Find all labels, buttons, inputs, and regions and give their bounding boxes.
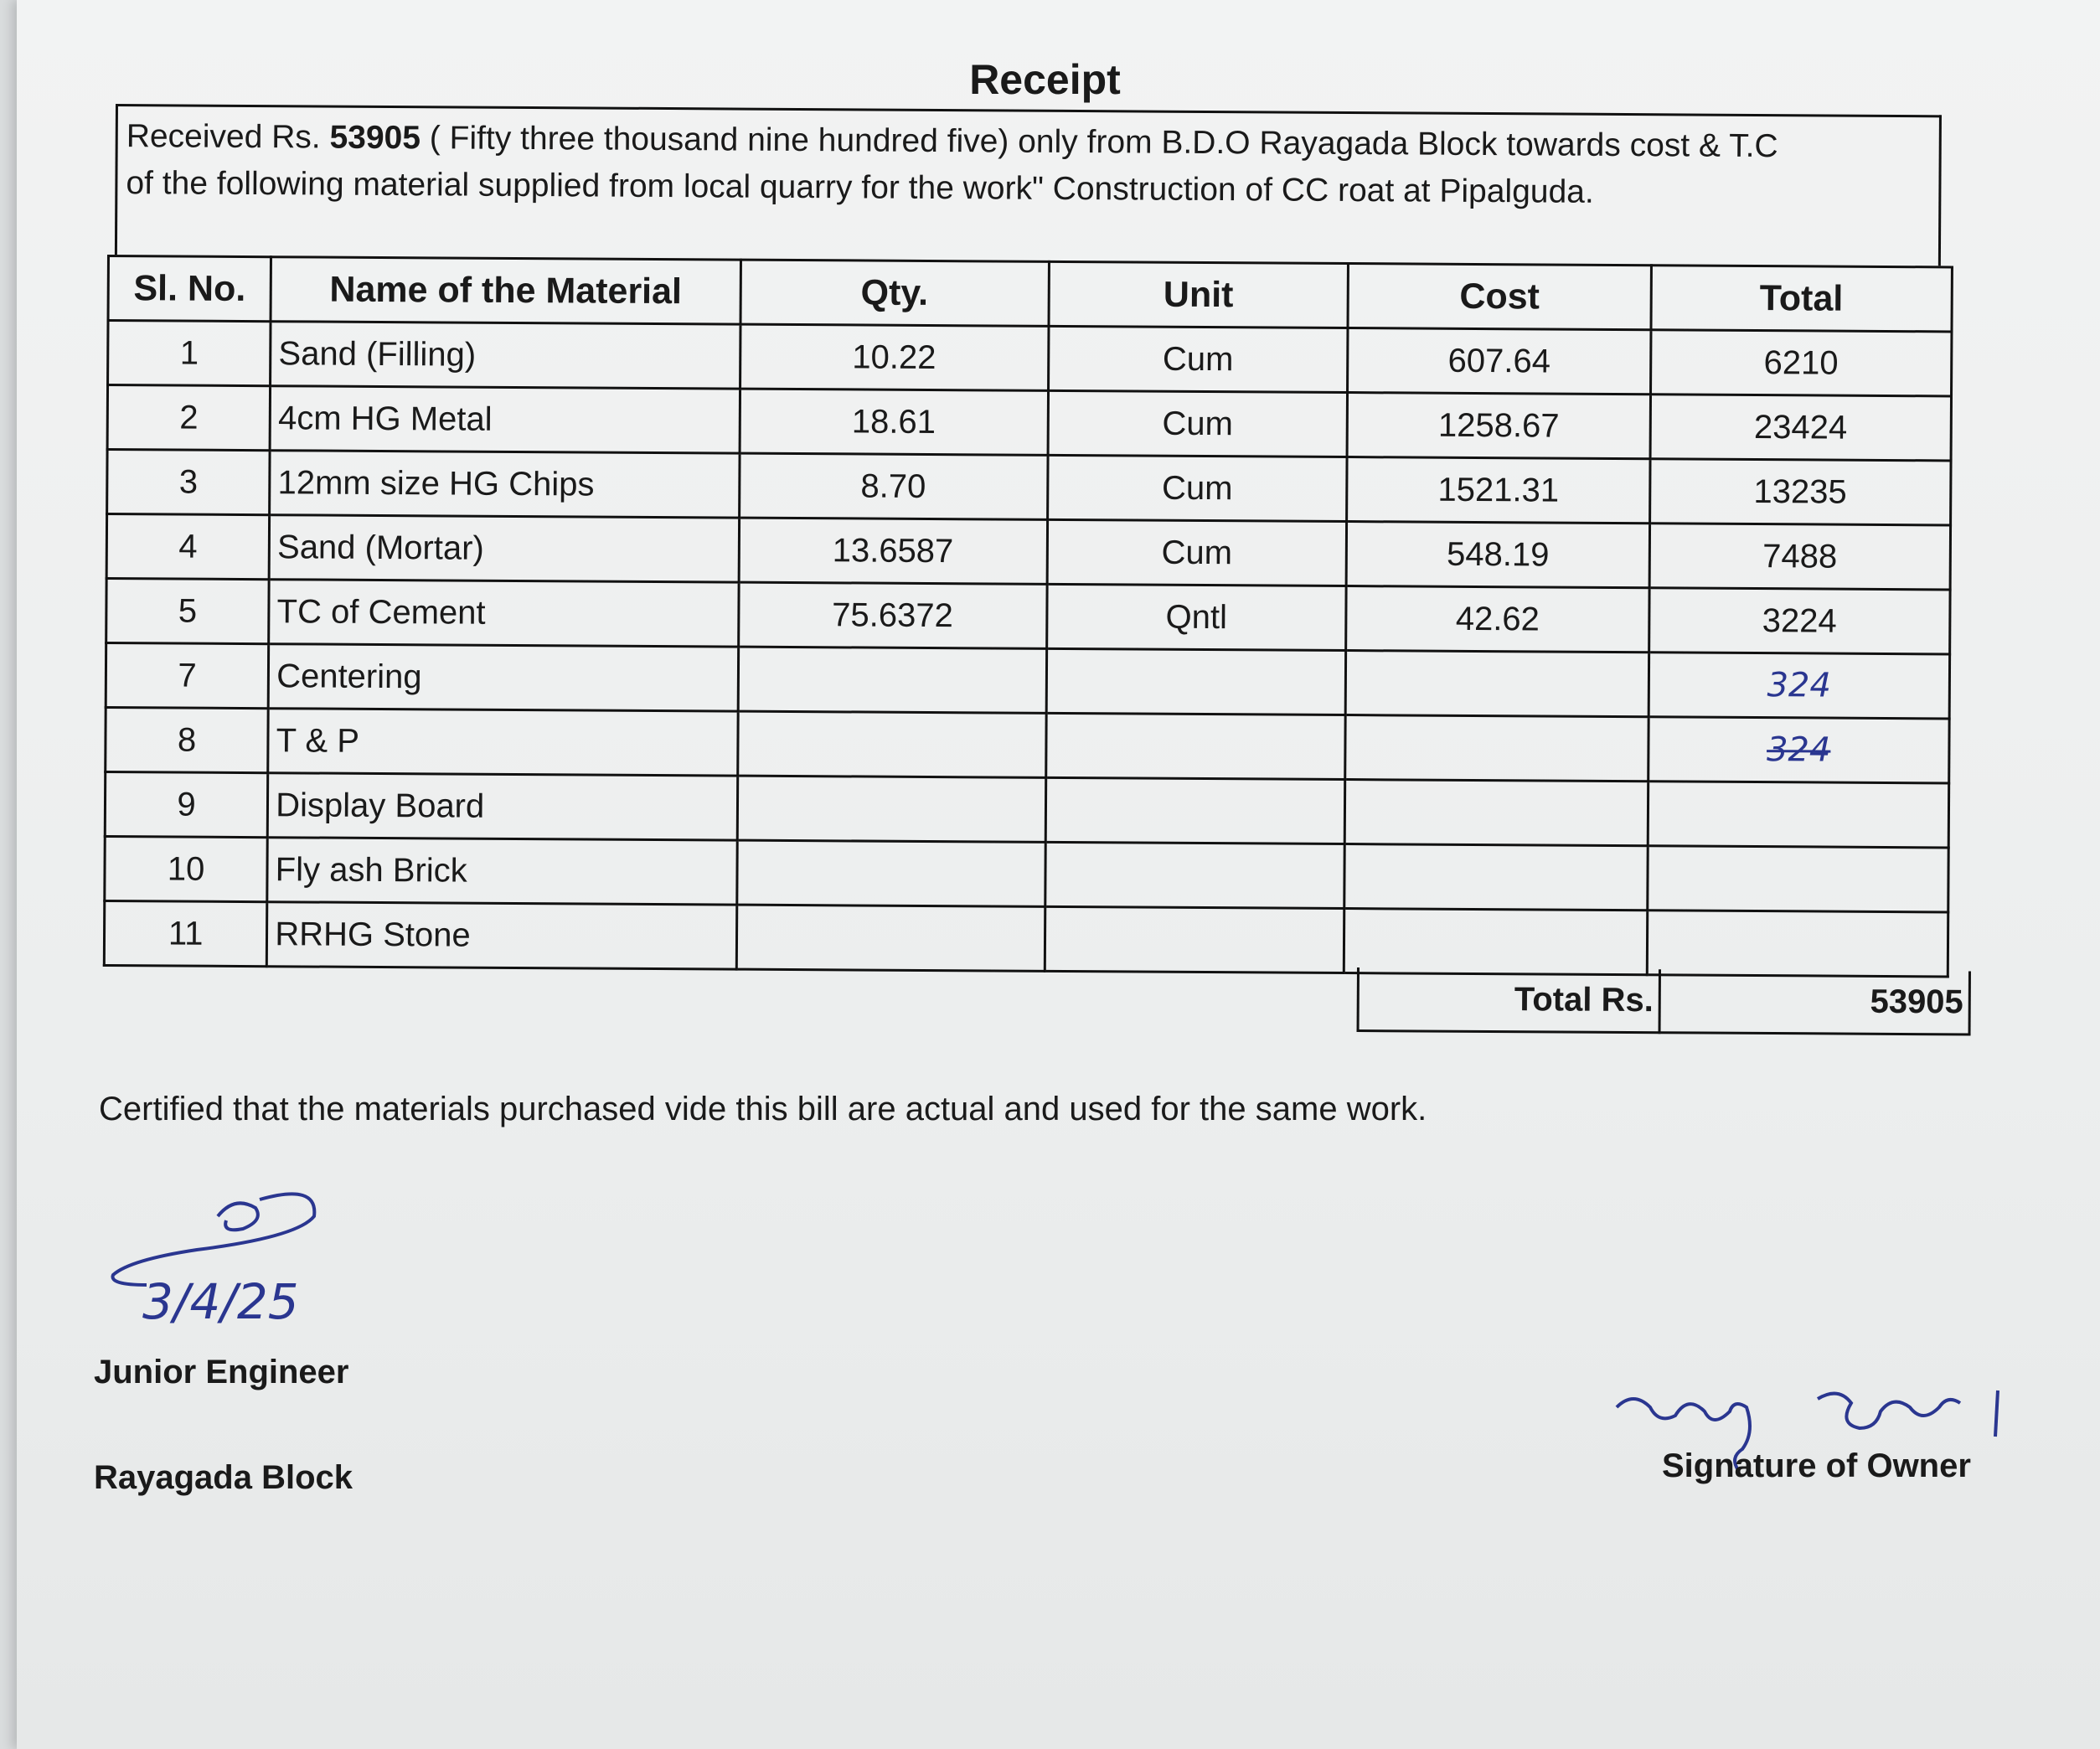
row-material: TC of Cement — [269, 580, 739, 647]
table-row — [106, 579, 1950, 654]
receipt-line-2: of the following material supplied from local quarry for the work" Construction of CC roat at Pipalguda. — [126, 165, 1594, 210]
row-cost — [1344, 909, 1648, 975]
row-unit — [1045, 842, 1344, 908]
row-material: T & P — [268, 709, 738, 776]
row-sl: 1 — [108, 321, 271, 386]
table-row — [106, 514, 1950, 590]
row-qty — [736, 905, 1045, 971]
row-total: 23424 — [1650, 395, 1952, 461]
row-sl: 8 — [106, 707, 269, 772]
row-total — [1647, 911, 1948, 977]
row-unit: Cum — [1047, 519, 1347, 586]
row-sl: 5 — [106, 579, 270, 644]
row-total: 13235 — [1649, 459, 1951, 525]
table-row — [108, 321, 1952, 396]
row-sl: 3 — [107, 450, 271, 515]
header-cost: Cost — [1348, 264, 1651, 330]
row-total-struck-out: 324 — [1648, 717, 1949, 783]
owner-signature-label: Signature of Owner — [1662, 1447, 1971, 1484]
row-material: Fly ash Brick — [267, 838, 737, 905]
row-unit — [1046, 648, 1346, 715]
header-qty: Qty. — [740, 260, 1049, 326]
certification-statement: Certified that the materials purchased vide this bill are actual and used for the same work. — [99, 1091, 1427, 1127]
header-unit: Unit — [1049, 261, 1349, 328]
grand-total-value: 53905 — [1659, 969, 1969, 1034]
receipt-prefix: Received Rs. — [126, 118, 330, 156]
row-total-handwritten: 324 — [1649, 653, 1950, 719]
row-cost — [1345, 651, 1649, 717]
row-total: 3224 — [1649, 588, 1950, 654]
row-qty — [737, 711, 1045, 777]
row-cost — [1344, 844, 1648, 911]
row-qty — [738, 647, 1046, 713]
row-cost: 1521.31 — [1347, 457, 1650, 524]
table-row — [106, 643, 1949, 719]
row-cost — [1345, 715, 1649, 782]
row-material: Display Board — [267, 773, 737, 840]
row-qty: 10.22 — [740, 324, 1048, 390]
row-qty: 18.61 — [740, 389, 1048, 455]
signature-date: 3/4/25 — [142, 1273, 299, 1330]
grand-total-box — [1357, 967, 1971, 1035]
row-sl: 9 — [105, 771, 268, 837]
table-row — [104, 900, 1948, 976]
row-unit — [1045, 906, 1344, 973]
row-cost — [1345, 780, 1649, 846]
table-header-row — [108, 256, 1952, 332]
row-qty — [736, 840, 1045, 906]
receipt-suffix: ( Fifty three thousand nine hundred five) only from B.D.O Rayagada Block towards cost & T.C — [420, 120, 1778, 165]
row-unit: Cum — [1048, 390, 1348, 457]
header-sl-no: Sl. No. — [108, 256, 271, 322]
grand-total-row — [1358, 967, 1969, 1034]
row-qty: 8.70 — [739, 453, 1047, 519]
table-row — [107, 385, 1951, 461]
row-sl: 2 — [107, 385, 271, 451]
receipt-amount: 53905 — [329, 119, 421, 157]
receipt-sheet — [17, 0, 2100, 1749]
header-total: Total — [1651, 266, 1953, 332]
row-sl: 4 — [106, 514, 270, 580]
row-unit: Cum — [1047, 455, 1347, 521]
row-sl: 7 — [106, 643, 269, 709]
materials-table — [103, 255, 1953, 978]
row-cost: 548.19 — [1346, 522, 1649, 588]
row-material: 12mm size HG Chips — [270, 451, 740, 518]
row-qty: 75.6372 — [738, 582, 1046, 648]
row-material: Sand (Mortar) — [269, 515, 739, 582]
grand-total-label: Total Rs. — [1358, 967, 1659, 1033]
row-material: Sand (Filling) — [271, 322, 740, 389]
row-total: 6210 — [1650, 330, 1952, 396]
junior-engineer-signature — [101, 1166, 369, 1334]
row-material: RRHG Stone — [267, 902, 737, 969]
row-qty: 13.6587 — [739, 518, 1047, 584]
row-sl: 10 — [105, 836, 268, 901]
junior-engineer-title: Junior Engineer — [94, 1354, 349, 1390]
page-title: Receipt — [969, 56, 1121, 103]
row-cost: 607.64 — [1348, 328, 1651, 395]
row-unit: Cum — [1048, 326, 1348, 392]
receipt-statement — [115, 104, 1942, 266]
row-sl: 11 — [104, 900, 267, 966]
row-qty — [737, 776, 1045, 842]
table-row — [107, 450, 1951, 525]
table-row — [105, 771, 1948, 847]
row-material: 4cm HG Metal — [270, 386, 740, 453]
row-total — [1648, 782, 1949, 848]
table-row — [105, 836, 1948, 911]
row-total — [1647, 846, 1948, 912]
row-total: 7488 — [1649, 524, 1951, 590]
header-material-name: Name of the Material — [271, 257, 740, 324]
junior-engineer-block: Rayagada Block — [94, 1459, 353, 1496]
row-cost: 42.62 — [1346, 586, 1649, 653]
table-row — [106, 707, 1949, 782]
row-unit — [1045, 777, 1345, 844]
row-unit — [1045, 713, 1345, 779]
row-unit: Qntl — [1046, 584, 1346, 650]
row-cost: 1258.67 — [1347, 393, 1650, 459]
row-material: Centering — [268, 644, 738, 711]
